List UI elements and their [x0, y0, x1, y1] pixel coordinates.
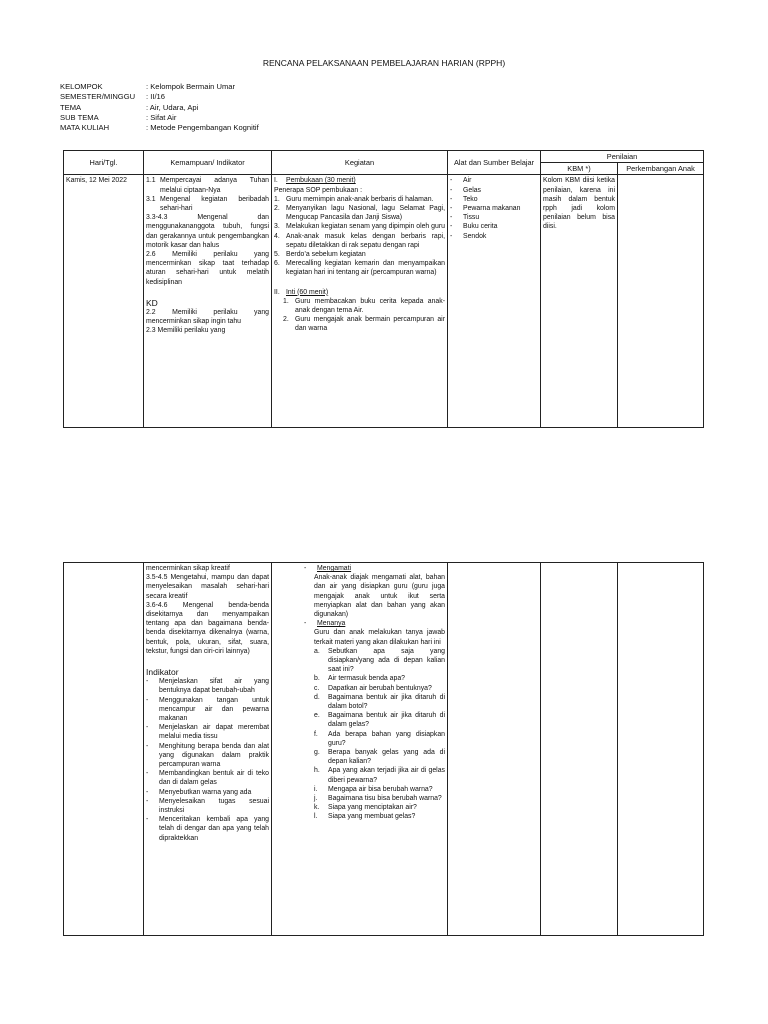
- meta-key: MATA KULIAH: [60, 123, 110, 133]
- table-row: [64, 175, 704, 428]
- col-header-kbm: KBM *): [541, 163, 618, 175]
- question-item: j. Bagaimana tisu bisa berubah warna?: [314, 795, 442, 803]
- cell-perkembangan: [618, 563, 704, 936]
- cell-kemampuan: [144, 563, 272, 936]
- question-item: l. Siapa yang membuat gelas?: [314, 813, 416, 821]
- menanya-text: Guru dan anak melakukan tanya jawab terkait materi yang akan dilakukan hari ini: [314, 629, 445, 646]
- indikator-item: - Membandingkan bentuk air di teko dan di dalam gelas: [146, 770, 269, 787]
- col-header-alat: Alat dan Sumber Belajar: [448, 151, 541, 175]
- kd-item: 3.6-4.6 Mengenal benda-benda disekitarnya dan menyampaikan tentang apa dan bagaimana benda-benda disekitarnya dikenalnya (warna, bentuk, pola, ukuran, sifat, suara, tekstur, fungsi dan ciri-ciri lainnya): [146, 601, 270, 655]
- cell-alat: [448, 175, 541, 428]
- rpph-table-part-1: [63, 150, 704, 428]
- meta-key: KELOMPOK: [60, 82, 103, 91]
- meta-value: : Kelompok Bermain Umar: [146, 82, 236, 91]
- indikator-item: - Menceritakan kembali apa yang telah di dengar dan apa yang telah dipraktekkan: [146, 816, 269, 842]
- meta-row-tema: [60, 103, 259, 113]
- section-inti-title: II. Inti (60 menit): [274, 288, 329, 296]
- menanya-title: - Menanya: [304, 620, 346, 628]
- mengamati-text: Anak-anak diajak mengamati alat, bahan dan air yang disiapkan guru (guru juga mengajak anak untuk ikut serta menyiapkan alat dan bahan yang akan digunakan): [314, 574, 445, 619]
- cell-hari: [64, 563, 144, 936]
- kd-item: 3.1 Mengenal kegiatan beribadah sehari-hari: [146, 195, 269, 213]
- kd-item: 3.5-4.5 Mengetahui, mampu dan dapat menyelesaikan masalah sehari-hari secara kreatif: [146, 574, 269, 600]
- col-header-penilaian: Penilaian: [541, 151, 704, 163]
- list-item: 6. Merecalling kegiatan kemarin dan menyampaikan kegiatan hari ini tentang air (percampuran warna): [274, 260, 445, 277]
- meta-value: : Air, Udara, Api: [146, 102, 199, 112]
- question-item: h. Apa yang akan terjadi jika air di gelas diberi pewarna?: [314, 767, 445, 784]
- mengamati-title: - Mengamati: [304, 565, 352, 572]
- question-item: i. Mengapa air bisa berubah warna?: [314, 785, 433, 793]
- meta-row-subtema: [60, 113, 259, 123]
- alat-item: - Sendok: [450, 232, 487, 240]
- question-item: f. Ada berapa bahan yang disiapkan guru?: [314, 730, 445, 747]
- alat-item: - Tissu: [450, 214, 480, 222]
- cell-perkembangan: [618, 175, 704, 428]
- meta-row-semester: [60, 92, 259, 102]
- rpph-table-part-2: [63, 562, 704, 936]
- identity-block: [60, 82, 259, 133]
- col-header-kemampuan: Kemampuan/ Indikator: [144, 151, 272, 175]
- meta-value: : Sifat Air: [146, 112, 177, 122]
- meta-value: : II/16: [146, 92, 165, 102]
- alat-item: - Air: [450, 177, 472, 185]
- cell-kegiatan: [272, 563, 448, 936]
- meta-value: : Metode Pengembangan Kognitif: [146, 123, 259, 133]
- document-title: RENCANA PELAKSANAAN PEMBELAJARAN HARIAN (RPPH): [262, 58, 506, 68]
- question-item: g. Berapa banyak gelas yang ada di depan kalian?: [314, 749, 445, 766]
- alat-item: - Buku cerita: [450, 223, 498, 231]
- kd-continuation: mencerminkan sikap kreatif: [146, 565, 230, 572]
- list-item: 2. Menyanyikan lagu Nasional, lagu Selamat Pagi, Mengucap Pancasila dan Janji Siswa): [274, 205, 445, 222]
- kd-item: 2.3 Memiliki perilaku yang: [146, 327, 226, 335]
- cell-hari: Kamis, 12 Mei 2022: [64, 175, 144, 428]
- cell-kbm: Kolom KBM diisi ketika penilaian, karena ini masih dalam bentuk rpph jadi kolom penilaian belum bisa diisi.: [541, 175, 618, 428]
- question-item: k. Siapa yang menciptakan air?: [314, 804, 417, 812]
- alat-item: - Teko: [450, 195, 478, 203]
- kd-label: KD: [146, 297, 158, 308]
- question-item: a. Sebutkan apa saja yang disiapkan/yang ada di depan kalian saat ini?: [314, 647, 445, 674]
- kd-item: 3.3-4.3 Mengenal dan menggunakananggota tubuh, fungsi dan gerakannya untuk pengembangkan motorik kasar dan halus: [146, 214, 269, 249]
- question-item: d. Bagaimana bentuk air jika ditaruh di dalam botol?: [314, 693, 445, 711]
- meta-key: SUB TEMA: [60, 112, 99, 122]
- cell-alat: [448, 563, 541, 936]
- col-header-perkembangan: Perkembangan Anak: [618, 163, 704, 175]
- list-item: 4. Anak-anak masuk kelas dengan berbaris rapi, sepatu diletakkan di rak sepatu dengan rapi: [274, 232, 445, 249]
- alat-item: - Pewarna makanan: [450, 205, 521, 213]
- meta-row-matakuliah: [60, 123, 259, 133]
- cell-kbm: [541, 563, 618, 936]
- header-row: [64, 151, 704, 163]
- indikator-item: - Menyelesaikan tugas sesuai instruksi: [146, 797, 269, 815]
- indikator-item: - Menjelaskan air dapat merembat melalui media tissu: [146, 724, 269, 741]
- col-header-hari: Hari/Tgl.: [64, 151, 144, 175]
- indikator-item: - Menggunakan tangan untuk mencampur air dan pewarna makanan: [146, 696, 269, 723]
- cell-kemampuan: [144, 175, 272, 428]
- list-item: 1. Guru membacakan buku cerita kepada anak-anak dengan tema Air.: [283, 297, 445, 315]
- kd-item: 2.2 Memiliki perilaku yang mencerminkan sikap ingin tahu: [146, 309, 269, 326]
- list-item: 1. Guru memimpin anak-anak berbaris di halaman.: [274, 195, 434, 203]
- indikator-item: - Menyebutkan warna yang ada: [146, 788, 252, 796]
- section-pembukaan-title: I. Pembukaan (30 menit): [274, 177, 356, 185]
- question-item: c. Dapatkan air berubah bentuknya?: [314, 684, 432, 692]
- meta-key: TEMA: [60, 102, 82, 112]
- question-item: b. Air termasuk benda apa?: [314, 675, 405, 683]
- table-row: [64, 563, 704, 936]
- list-item: 5. Berdo’a sebelum kegiatan: [274, 251, 366, 259]
- alat-item: - Gelas: [450, 186, 482, 194]
- meta-row-kelompok: [60, 82, 259, 92]
- indikator-label: Indikator: [146, 667, 179, 678]
- kd-item: 1.1 Mempercayai adanya Tuhan melalui ciptaan-Nya: [146, 177, 269, 194]
- cell-kegiatan: [272, 175, 448, 428]
- question-item: e. Bagaimana bentuk air jika ditaruh di dalam gelas?: [314, 712, 445, 729]
- pembukaan-intro: Penerapa SOP pembukaan :: [274, 186, 362, 194]
- list-item: 3. Melakukan kegiatan senam yang dipimpin oleh guru: [274, 223, 445, 231]
- list-item: 2. Guru mengajak anak bermain percampuran air dan warna: [283, 316, 445, 333]
- indikator-item: - Menghitung berapa benda dan alat yang digunakan dalam praktik percampuran warna: [146, 742, 269, 769]
- col-header-kegiatan: Kegiatan: [272, 151, 448, 175]
- indikator-item: - Menjelaskan sifat air yang bentuknya dapat berubah-ubah: [146, 678, 269, 695]
- meta-key: SEMESTER/MINGGU: [60, 92, 136, 102]
- kd-item: 2.6 Memiliki perilaku yang mencerminkan sikap taat terhadap aturan sehari-hari untuk melatih kedisiplinan: [146, 251, 269, 286]
